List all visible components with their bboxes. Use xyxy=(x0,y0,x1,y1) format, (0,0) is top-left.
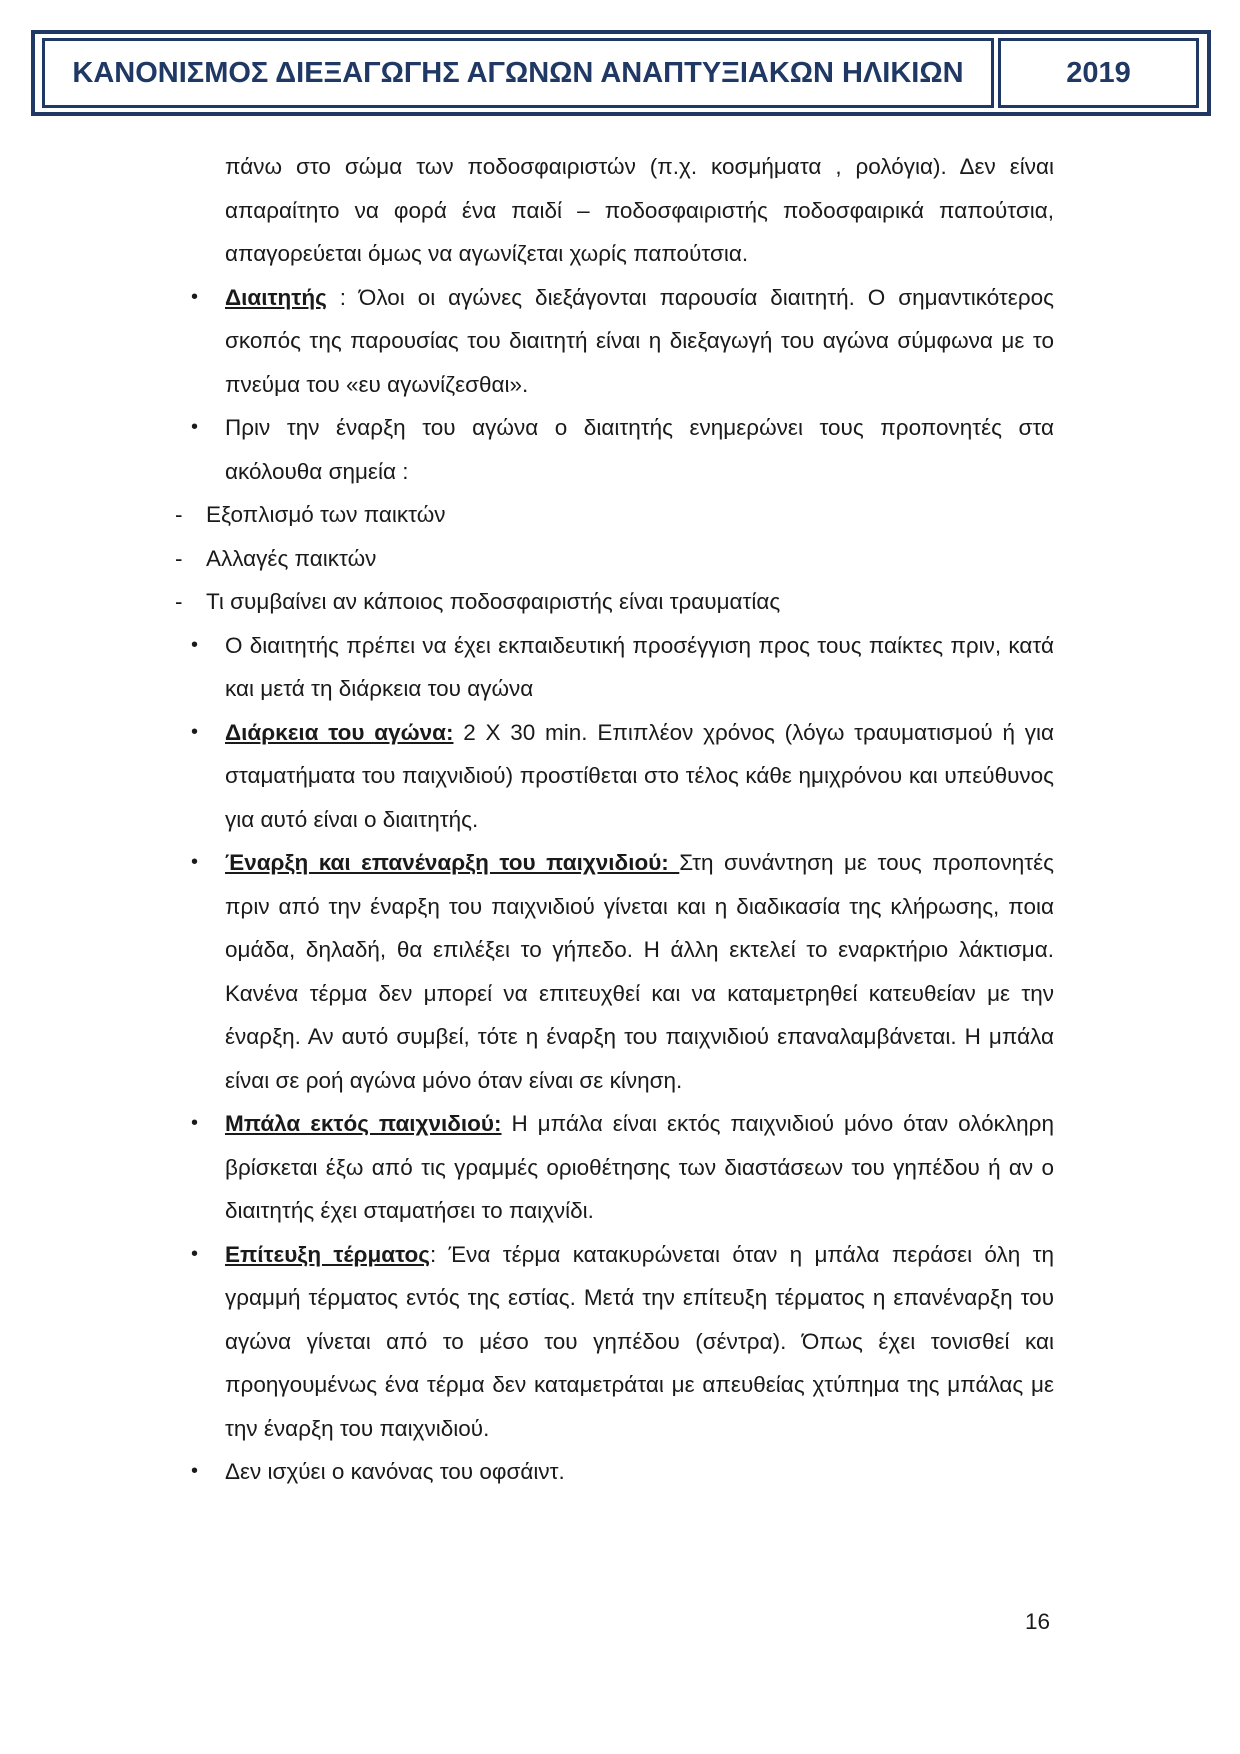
list-item-duration xyxy=(184,711,1054,842)
duration-heading: Διάρκεια του αγώνα: xyxy=(225,719,454,745)
list-item-briefing xyxy=(184,406,1054,493)
duration-text: 2 Χ 30 min. Επιπλέον χρόνος (λόγω τραυματισμού ή για σταματήματα του παιχνιδιού) προστίθεται στο τέλος κάθε ημιχρόνου και υπεύθυνος για αυτό είναι ο διαιτητής. xyxy=(225,719,1054,832)
offside-text: Δεν ισχύει ο κανόνας του οφσάιντ. xyxy=(225,1459,565,1484)
dash-icon: - xyxy=(175,545,183,571)
dash-item-injury xyxy=(169,580,1054,624)
dash-item-equipment xyxy=(169,493,1054,537)
page-header xyxy=(31,30,1211,116)
document-title: ΚΑΝΟΝΙΣΜΟΣ ΔΙΕΞΑΓΩΓΗΣ ΑΓΩΝΩΝ ΑΝΑΠΤΥΞΙΑΚΩΝ ΗΛΙΚΙΩΝ xyxy=(72,56,964,89)
list-item-educational xyxy=(184,624,1054,711)
list-item-ball-out xyxy=(184,1102,1054,1233)
ball-out-heading: Μπάλα εκτός παιχνιδιού: xyxy=(225,1111,502,1136)
ball-out-text: Η μπάλα είναι εκτός παιχνιδιού μόνο όταν ολόκληρη βρίσκεται έξω από τις γραμμές οριοθέτησης των διαστάσεων του γηπέδου ή αν ο διαιτητής έχει σταματήσει το παιχνίδι. xyxy=(225,1111,1054,1223)
briefing-point: Τι συμβαίνει αν κάποιος ποδοσφαιριστής είναι τραυματίας xyxy=(206,589,781,614)
referee-separator: : xyxy=(326,284,359,310)
list-item-goal xyxy=(184,1233,1054,1451)
briefing-point: Αλλαγές παικτών xyxy=(206,545,377,571)
briefing-text: Πριν την έναρξη του αγώνα ο διαιτητής ενημερώνει τους προπονητές στα ακόλουθα σημεία : xyxy=(225,415,1054,484)
continuation-paragraph: πάνω στο σώμα των ποδοσφαιριστών (π.χ. κοσμήματα , ρολόγια). Δεν είναι απαραίτητο να φορά ένα παιδί – ποδοσφαιριστής ποδοσφαιρικά παπούτσια, απαγορεύεται όμως να αγωνίζεται χωρίς παπούτσια. xyxy=(225,154,1054,266)
kickoff-heading: Έναρξη και επανέναρξη του παιχνιδιού: xyxy=(225,850,680,875)
header-title-box xyxy=(42,38,994,108)
bullet-icon: • xyxy=(191,1460,199,1482)
goal-text: Ένα τέρμα κατακυρώνεται όταν η μπάλα περάσει όλη τη γραμμή τέρματος εντός της εστίας. Μετά την επίτευξη τέρματος η επανέναρξη του αγώνα γίνεται από το μέσο του γηπέδου (σέντρα). Όπως έχει τονισθεί και προηγουμένως ένα τέρμα δεν καταμετράται με απευθείας χτύπημα της μπάλας με την έναρξη του παιχνιδιού. xyxy=(225,1241,1054,1441)
document-year: 2019 xyxy=(1066,56,1131,89)
document-body xyxy=(175,145,1054,1494)
bullet-icon: • xyxy=(191,1112,199,1134)
bullet-icon: • xyxy=(191,633,199,656)
bullet-icon: • xyxy=(191,851,199,873)
page-number: 16 xyxy=(1025,1609,1051,1634)
header-year-box xyxy=(998,38,1199,108)
bullet-icon: • xyxy=(191,720,199,743)
dash-item-substitutions xyxy=(169,537,1054,581)
bullet-icon: • xyxy=(191,1242,199,1265)
goal-separator: : xyxy=(429,1241,449,1267)
goal-heading: Επίτευξη τέρματος xyxy=(225,1241,430,1267)
kickoff-text: Στη συνάντηση με τους προπονητές πριν από την έναρξη του παιχνιδιού γίνεται και η διαδικασία της κλήρωσης, ποια ομάδα, δηλαδή, θα επιλέξει το γήπεδο. Η άλλη εκτελεί το εναρκτήριο λάκτισμα. Κανένα τέρμα δεν μπορεί να επιτευχθεί και να καταμετρηθεί κατευθείαν με την έναρξη. Αν αυτό συμβεί, τότε η έναρξη του παιχνιδιού επαναλαμβάνεται. Η μπάλα είναι σε ροή αγώνα μόνο όταν είναι σε κίνηση. xyxy=(225,850,1054,1093)
referee-text: Όλοι οι αγώνες διεξάγονται παρουσία διαιτητή. Ο σημαντικότερος σκοπός της παρουσίας του διαιτητή είναι η διεξαγωγή του αγώνα σύμφωνα με το πνεύμα του «ευ αγωνίζεσθαι». xyxy=(225,284,1054,397)
bullet-icon: • xyxy=(191,285,199,308)
list-item-offside xyxy=(184,1450,1054,1494)
list-item-referee xyxy=(184,276,1054,407)
dash-icon: - xyxy=(175,589,183,614)
bullet-icon: • xyxy=(191,416,199,438)
briefing-point: Εξοπλισμό των παικτών xyxy=(206,502,446,527)
referee-heading: Διαιτητής xyxy=(225,284,327,310)
list-item-kickoff xyxy=(184,841,1054,1102)
educational-text: Ο διαιτητής πρέπει να έχει εκπαιδευτική προσέγγιση προς τους παίκτες πριν, κατά και μετά τη διάρκεια του αγώνα xyxy=(225,632,1054,701)
dash-icon: - xyxy=(175,502,183,527)
